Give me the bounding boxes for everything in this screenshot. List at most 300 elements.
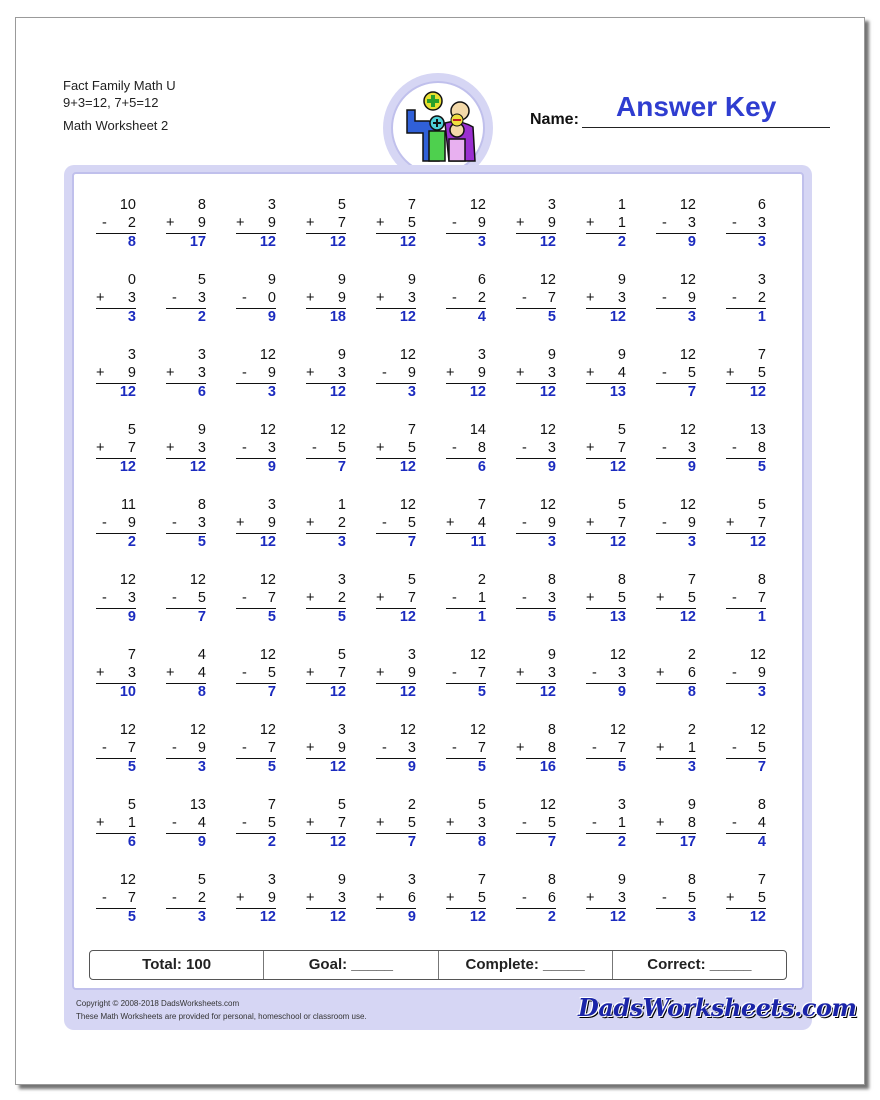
problem-operator: + xyxy=(306,514,315,531)
problem-answer: 5 xyxy=(337,609,346,625)
problem-bottom-number: 2 xyxy=(337,589,346,606)
problem-bottom-row xyxy=(516,590,556,608)
problem-bottom-number: 2 xyxy=(127,214,136,231)
problem-answer: 3 xyxy=(197,759,206,775)
problem xyxy=(726,197,766,251)
problem-operator: - xyxy=(102,889,107,906)
score-bar xyxy=(89,950,787,980)
brand-logo: DadsWorksheets.com xyxy=(578,993,857,1022)
problem-top-number: 3 xyxy=(337,572,346,588)
problem xyxy=(656,797,696,851)
problem-bottom-number: 5 xyxy=(267,664,276,681)
problem-bottom-number: 3 xyxy=(197,364,206,381)
problem xyxy=(656,422,696,476)
problem-bottom-row xyxy=(236,215,276,233)
problem-top-number: 12 xyxy=(539,422,556,438)
problem-bottom-row xyxy=(236,815,276,833)
problem-bottom-number: 7 xyxy=(127,439,136,456)
problem-bottom-row xyxy=(586,665,626,683)
problem-top-number: 6 xyxy=(757,197,766,213)
problem-bottom-row xyxy=(516,365,556,383)
problem-bottom-number: 3 xyxy=(477,814,486,831)
problem-answer: 9 xyxy=(127,609,136,625)
problem-operator: - xyxy=(662,214,667,231)
problem-bottom-number: 9 xyxy=(127,364,136,381)
problem xyxy=(586,272,626,326)
problem-bottom-row xyxy=(726,515,766,533)
problem-top-number: 3 xyxy=(127,347,136,363)
problem-answer: 7 xyxy=(407,834,416,850)
problem-bottom-number: 3 xyxy=(337,889,346,906)
problem-bottom-number: 5 xyxy=(617,589,626,606)
problem xyxy=(376,647,416,701)
problem-top-number: 5 xyxy=(197,872,206,888)
problem-bottom-number: 9 xyxy=(407,364,416,381)
problem-answer: 10 xyxy=(119,684,136,700)
problem-bottom-number: 5 xyxy=(757,364,766,381)
problem-operator: + xyxy=(376,214,385,231)
problem-answer: 1 xyxy=(757,609,766,625)
problem-operator: + xyxy=(236,214,245,231)
problem-bottom-number: 3 xyxy=(617,289,626,306)
problem xyxy=(236,797,276,851)
problem-operator: - xyxy=(172,589,177,606)
problem-operator: + xyxy=(446,889,455,906)
problem xyxy=(236,197,276,251)
problem xyxy=(376,272,416,326)
problem-bottom-number: 3 xyxy=(337,364,346,381)
problem-top-number: 12 xyxy=(259,722,276,738)
problem xyxy=(516,347,556,401)
problem-top-number: 5 xyxy=(757,497,766,513)
problem-bottom-row xyxy=(446,665,486,683)
problem-bottom-row xyxy=(306,440,346,458)
problem-top-number: 12 xyxy=(259,572,276,588)
problem-operator: - xyxy=(102,214,107,231)
problem-operator: + xyxy=(586,589,595,606)
problem-answer: 12 xyxy=(609,909,626,925)
problem-answer: 3 xyxy=(687,309,696,325)
problem-top-number: 3 xyxy=(407,647,416,663)
problem-bottom-row xyxy=(376,815,416,833)
problem-bottom-row xyxy=(166,665,206,683)
problem-operator: + xyxy=(306,364,315,381)
problem xyxy=(166,422,206,476)
problem-top-number: 7 xyxy=(477,497,486,513)
problem-bottom-row xyxy=(306,815,346,833)
problem-operator: - xyxy=(452,289,457,306)
name-label: Name: xyxy=(530,111,579,128)
problem-answer: 5 xyxy=(547,609,556,625)
problem-bottom-row xyxy=(656,740,696,758)
problem-operator: - xyxy=(242,664,247,681)
problem-bottom-number: 5 xyxy=(337,439,346,456)
problem-operator: + xyxy=(586,514,595,531)
problem-answer: 5 xyxy=(617,759,626,775)
problem-bottom-number: 3 xyxy=(197,289,206,306)
problem-bottom-number: 5 xyxy=(757,739,766,756)
problem-bottom-number: 9 xyxy=(477,214,486,231)
total-count: Total: 100 xyxy=(90,951,264,979)
problem xyxy=(96,722,136,776)
problem xyxy=(586,872,626,926)
problem-top-number: 8 xyxy=(757,572,766,588)
problem-top-number: 12 xyxy=(119,722,136,738)
problem-operator: + xyxy=(656,589,665,606)
problem-top-number: 8 xyxy=(687,872,696,888)
problem-bottom-number: 8 xyxy=(477,439,486,456)
problem-answer: 5 xyxy=(267,759,276,775)
problem-top-number: 7 xyxy=(757,347,766,363)
problem xyxy=(516,797,556,851)
problem-bottom-row xyxy=(516,890,556,908)
problem-bottom-row xyxy=(166,890,206,908)
worksheet-title: Fact Family Math U xyxy=(63,78,176,93)
problem-operator: - xyxy=(522,289,527,306)
problem xyxy=(96,422,136,476)
problem-operator: - xyxy=(102,589,107,606)
problem xyxy=(166,722,206,776)
problem-bottom-row xyxy=(376,740,416,758)
problem-bottom-row xyxy=(96,440,136,458)
problem-bottom-row xyxy=(726,665,766,683)
worksheet-subtitle: Math Worksheet 2 xyxy=(63,118,169,133)
problem-operator: - xyxy=(172,814,177,831)
problem-top-number: 12 xyxy=(189,722,206,738)
problem-bottom-number: 3 xyxy=(407,739,416,756)
problem-bottom-row xyxy=(586,515,626,533)
problem-top-number: 5 xyxy=(337,797,346,813)
problem-bottom-row xyxy=(586,590,626,608)
problem-operator: - xyxy=(172,889,177,906)
problem-bottom-number: 2 xyxy=(477,289,486,306)
problem xyxy=(586,197,626,251)
problem-bottom-number: 9 xyxy=(337,289,346,306)
problem-bottom-row xyxy=(376,515,416,533)
problem xyxy=(96,197,136,251)
problem-bottom-row xyxy=(586,290,626,308)
problem-operator: + xyxy=(516,214,525,231)
problem-operator: - xyxy=(452,589,457,606)
problem-answer: 12 xyxy=(609,309,626,325)
problem xyxy=(376,797,416,851)
problem-operator: + xyxy=(376,889,385,906)
problem-answer: 5 xyxy=(477,684,486,700)
problem-operator: + xyxy=(306,289,315,306)
problem-answer: 3 xyxy=(197,909,206,925)
problem xyxy=(586,422,626,476)
problem-operator: - xyxy=(172,739,177,756)
problem-bottom-row xyxy=(726,890,766,908)
problem-operator: - xyxy=(452,439,457,456)
problem-bottom-number: 5 xyxy=(197,589,206,606)
problem-top-number: 12 xyxy=(399,497,416,513)
problem-operator: + xyxy=(376,814,385,831)
problem-bottom-row xyxy=(516,515,556,533)
problem xyxy=(656,647,696,701)
problem xyxy=(586,347,626,401)
problem-bottom-number: 4 xyxy=(757,814,766,831)
problem-top-number: 3 xyxy=(407,872,416,888)
problem-bottom-row xyxy=(726,440,766,458)
problem xyxy=(656,872,696,926)
problem-operator: + xyxy=(306,739,315,756)
problem-bottom-number: 2 xyxy=(197,889,206,906)
problem-top-number: 8 xyxy=(757,797,766,813)
problem xyxy=(166,347,206,401)
problem-bottom-number: 8 xyxy=(547,739,556,756)
problem-operator: - xyxy=(522,514,527,531)
problem xyxy=(586,722,626,776)
answer-key-label: Answer Key xyxy=(616,91,777,122)
problem-bottom-row xyxy=(236,665,276,683)
problem xyxy=(446,197,486,251)
problem xyxy=(446,572,486,626)
problem-bottom-row xyxy=(96,215,136,233)
problem-bottom-number: 2 xyxy=(337,514,346,531)
problem-bottom-row xyxy=(376,665,416,683)
problem-bottom-row xyxy=(376,890,416,908)
problem-top-number: 11 xyxy=(120,497,136,513)
problem xyxy=(516,647,556,701)
problem-top-number: 12 xyxy=(749,722,766,738)
problem-bottom-row xyxy=(516,740,556,758)
problem-bottom-row xyxy=(96,665,136,683)
problem-bottom-row xyxy=(586,815,626,833)
problem-answer: 9 xyxy=(407,759,416,775)
problem-top-number: 6 xyxy=(477,272,486,288)
problem xyxy=(306,422,346,476)
problem-bottom-row xyxy=(376,215,416,233)
problem xyxy=(236,497,276,551)
problem-operator: + xyxy=(656,664,665,681)
problem-bottom-row xyxy=(166,515,206,533)
problem xyxy=(656,572,696,626)
problem-bottom-row xyxy=(656,515,696,533)
problem-bottom-row xyxy=(586,365,626,383)
problem xyxy=(166,197,206,251)
problem-top-number: 12 xyxy=(189,572,206,588)
problem-bottom-row xyxy=(166,365,206,383)
problem-top-number: 3 xyxy=(267,497,276,513)
problem-answer: 12 xyxy=(259,534,276,550)
problem-bottom-number: 3 xyxy=(127,289,136,306)
copyright-line: Copyright © 2008-2018 DadsWorksheets.com xyxy=(76,999,240,1008)
problem-bottom-number: 4 xyxy=(197,814,206,831)
problem-bottom-row xyxy=(656,665,696,683)
problem-top-number: 12 xyxy=(119,572,136,588)
problem-answer: 12 xyxy=(679,609,696,625)
problem-bottom-row xyxy=(96,365,136,383)
problem-operator: + xyxy=(516,739,525,756)
problem-answer: 7 xyxy=(197,609,206,625)
problem-top-number: 0 xyxy=(127,272,136,288)
problem-bottom-number: 5 xyxy=(687,589,696,606)
problem-answer: 12 xyxy=(329,909,346,925)
problem-bottom-row xyxy=(96,590,136,608)
problem-bottom-number: 9 xyxy=(267,889,276,906)
problem-answer: 9 xyxy=(547,459,556,475)
problem-bottom-number: 0 xyxy=(267,289,276,306)
problem-bottom-row xyxy=(446,590,486,608)
problem-bottom-row xyxy=(656,440,696,458)
problem xyxy=(236,722,276,776)
problem xyxy=(96,272,136,326)
problem-bottom-number: 5 xyxy=(267,814,276,831)
problem-operator: + xyxy=(306,214,315,231)
problem-answer: 7 xyxy=(757,759,766,775)
problem xyxy=(376,497,416,551)
problem-bottom-row xyxy=(446,215,486,233)
problem-bottom-row xyxy=(516,815,556,833)
problem-operator: + xyxy=(726,889,735,906)
problem-answer: 12 xyxy=(399,684,416,700)
problem-answer: 9 xyxy=(687,459,696,475)
problem xyxy=(586,497,626,551)
problem-bottom-row xyxy=(376,440,416,458)
problem-top-number: 12 xyxy=(609,722,626,738)
problem-bottom-row xyxy=(516,215,556,233)
problem-bottom-row xyxy=(586,890,626,908)
problem-bottom-number: 9 xyxy=(267,364,276,381)
problem-answer: 12 xyxy=(749,384,766,400)
problem-top-number: 4 xyxy=(197,647,206,663)
problem-operator: - xyxy=(102,739,107,756)
problem-bottom-row xyxy=(726,815,766,833)
family-icon xyxy=(393,83,483,173)
problem-operator: - xyxy=(452,739,457,756)
problem-answer: 3 xyxy=(127,309,136,325)
problem-bottom-row xyxy=(586,215,626,233)
problem-answer: 12 xyxy=(749,534,766,550)
problem-bottom-number: 7 xyxy=(127,889,136,906)
problem-bottom-number: 5 xyxy=(477,889,486,906)
problem-top-number: 9 xyxy=(337,347,346,363)
problem-operator: - xyxy=(382,514,387,531)
problem-answer: 3 xyxy=(687,759,696,775)
problem-answer: 12 xyxy=(329,234,346,250)
problem-top-number: 12 xyxy=(609,647,626,663)
problem-answer: 9 xyxy=(687,234,696,250)
fact-family: 9+3=12, 7+5=12 xyxy=(63,95,159,110)
problem xyxy=(516,872,556,926)
problem xyxy=(376,347,416,401)
problem-top-number: 3 xyxy=(267,872,276,888)
problem-bottom-row xyxy=(656,590,696,608)
problem xyxy=(726,647,766,701)
problem-operator: + xyxy=(446,364,455,381)
problem-answer: 2 xyxy=(267,834,276,850)
problem xyxy=(96,872,136,926)
problem-top-number: 7 xyxy=(407,197,416,213)
problem xyxy=(306,197,346,251)
problem-top-number: 9 xyxy=(617,347,626,363)
problem xyxy=(376,422,416,476)
problem xyxy=(656,197,696,251)
problem xyxy=(726,347,766,401)
problem-top-number: 5 xyxy=(337,647,346,663)
problem-bottom-row xyxy=(96,515,136,533)
problem-operator: - xyxy=(732,289,737,306)
problem-answer: 2 xyxy=(617,234,626,250)
problem-bottom-row xyxy=(726,740,766,758)
problem-answer: 12 xyxy=(329,384,346,400)
problem-answer: 13 xyxy=(609,384,626,400)
problem-operator: - xyxy=(522,589,527,606)
problem-answer: 3 xyxy=(687,534,696,550)
problem-operator: + xyxy=(656,739,665,756)
problem-answer: 12 xyxy=(609,534,626,550)
problem-bottom-row xyxy=(236,290,276,308)
problem-bottom-row xyxy=(656,890,696,908)
problem-operator: - xyxy=(242,289,247,306)
problem-bottom-row xyxy=(726,215,766,233)
problem xyxy=(96,572,136,626)
problem-bottom-number: 9 xyxy=(687,289,696,306)
problem-operator: + xyxy=(376,664,385,681)
problem-answer: 17 xyxy=(189,234,206,250)
problem-operator: - xyxy=(242,589,247,606)
problem-bottom-number: 4 xyxy=(477,514,486,531)
problem xyxy=(516,497,556,551)
problem-answer: 12 xyxy=(399,609,416,625)
problem xyxy=(446,797,486,851)
problem-bottom-row xyxy=(726,365,766,383)
problem-bottom-row xyxy=(306,740,346,758)
problem-bottom-row xyxy=(96,740,136,758)
problem-answer: 5 xyxy=(757,459,766,475)
problem xyxy=(236,647,276,701)
problem-bottom-row xyxy=(306,215,346,233)
problem-operator: - xyxy=(592,739,597,756)
problem xyxy=(376,872,416,926)
problem-operator: - xyxy=(172,289,177,306)
problem-answer: 6 xyxy=(197,384,206,400)
problem-bottom-number: 3 xyxy=(617,889,626,906)
problem-operator: + xyxy=(376,589,385,606)
problem-top-number: 2 xyxy=(407,797,416,813)
problem-operator: - xyxy=(172,514,177,531)
problem-top-number: 9 xyxy=(687,797,696,813)
problem-operator: - xyxy=(312,439,317,456)
problem xyxy=(656,347,696,401)
problem-bottom-row xyxy=(656,290,696,308)
problem-top-number: 5 xyxy=(337,197,346,213)
problem-answer: 3 xyxy=(757,684,766,700)
problem-top-number: 12 xyxy=(679,347,696,363)
problem xyxy=(236,347,276,401)
problem xyxy=(656,272,696,326)
problem-bottom-number: 7 xyxy=(547,289,556,306)
problem-bottom-number: 9 xyxy=(477,364,486,381)
problem-bottom-number: 5 xyxy=(687,364,696,381)
problem-top-number: 12 xyxy=(679,422,696,438)
problem-answer: 6 xyxy=(127,834,136,850)
problem-top-number: 12 xyxy=(119,872,136,888)
problem-operator: + xyxy=(166,664,175,681)
problem-answer: 12 xyxy=(399,309,416,325)
problem-bottom-row xyxy=(446,365,486,383)
problem-answer: 9 xyxy=(617,684,626,700)
problem-bottom-number: 5 xyxy=(407,814,416,831)
problem xyxy=(306,497,346,551)
problem xyxy=(446,722,486,776)
problem-operator: + xyxy=(586,214,595,231)
problem-bottom-row xyxy=(96,290,136,308)
problem-top-number: 3 xyxy=(547,197,556,213)
problem-answer: 3 xyxy=(757,234,766,250)
problem-answer: 9 xyxy=(267,459,276,475)
